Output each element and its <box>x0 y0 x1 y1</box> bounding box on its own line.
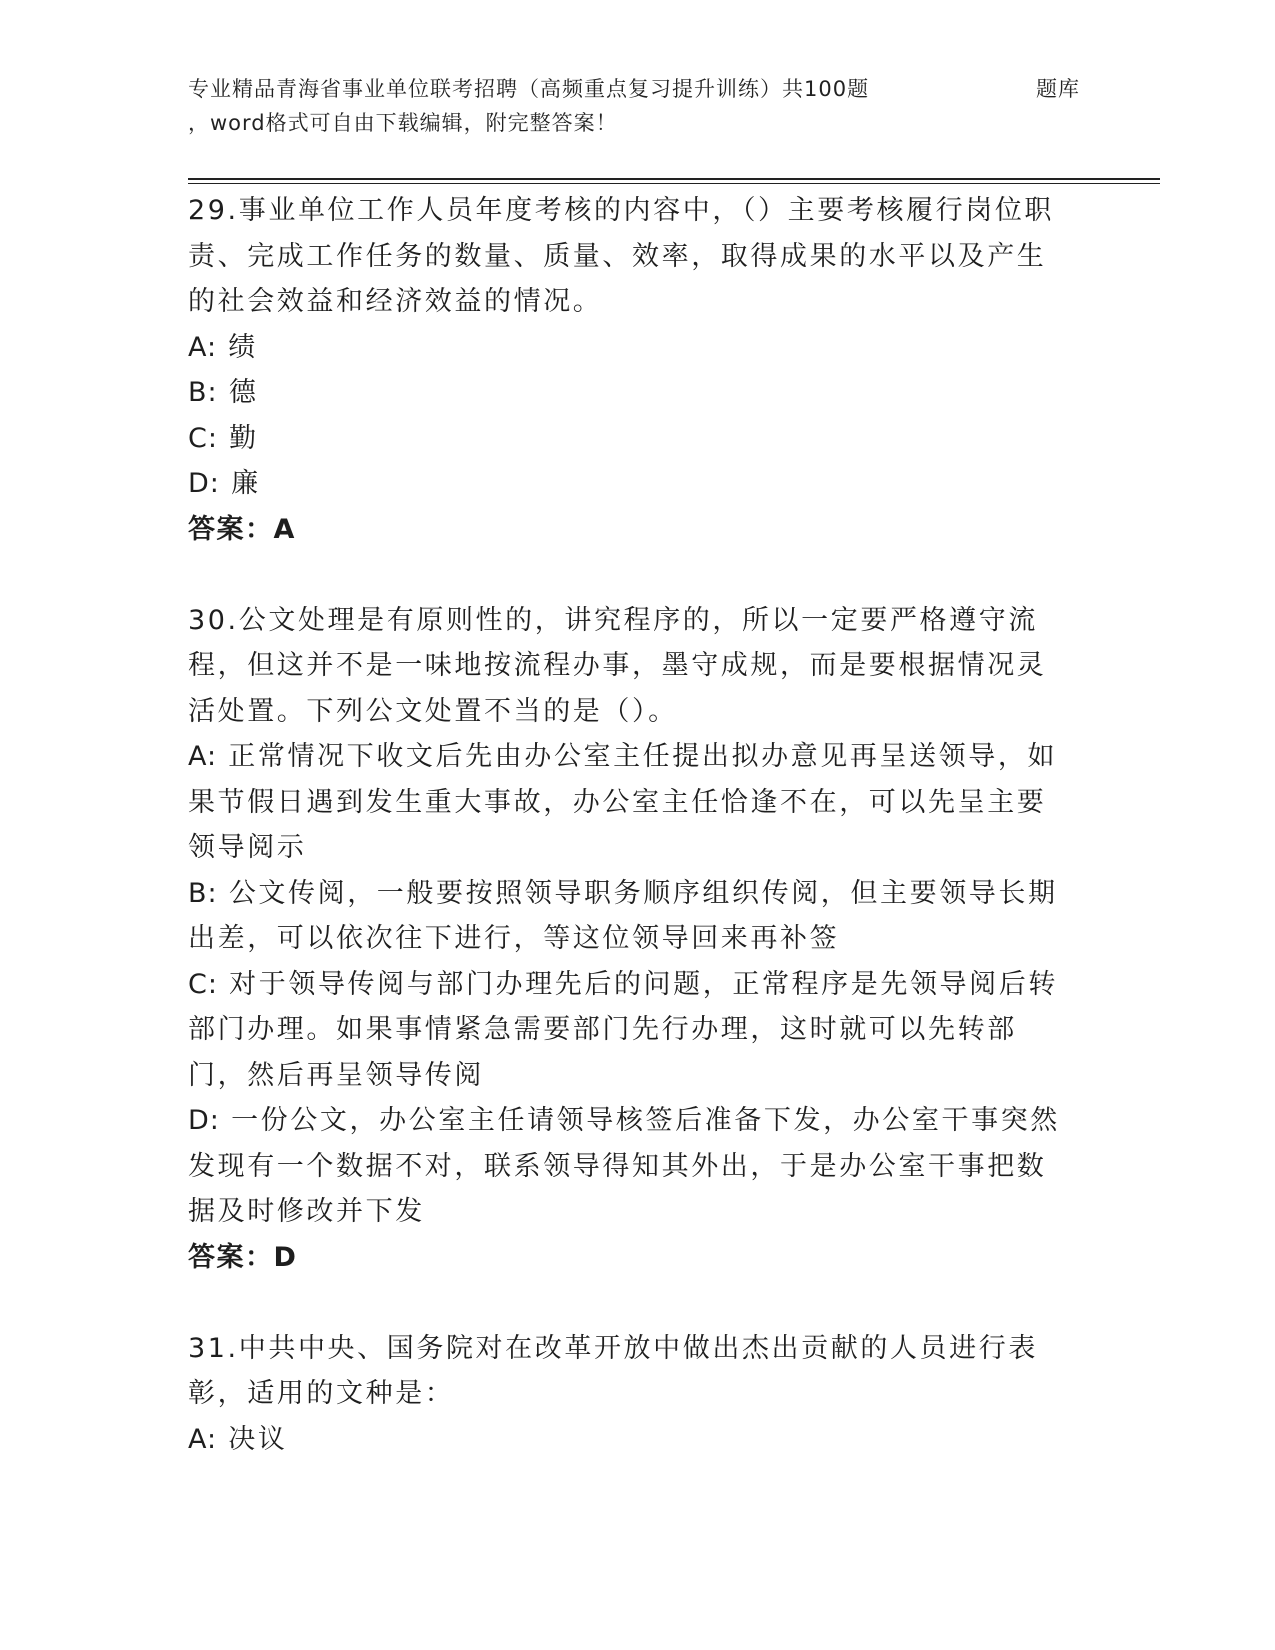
option-label: B: <box>188 877 218 909</box>
option-d <box>188 1098 1068 1235</box>
option-c <box>188 962 1068 1099</box>
answer-line: 答案：D <box>188 1241 298 1273</box>
option-b <box>188 871 1068 962</box>
question-31 <box>188 1326 1068 1463</box>
option-text: 正常情况下收文后先由办公室主任提出拟办意见再呈送领导，如果节假日遇到发生重大事故，办公室主任恰逢不在，可以先呈主要领导阅示 <box>188 741 1058 863</box>
question-stem: 31.中共中央、国务院对在改革开放中做出杰出贡献的人员进行表彰，适用的文种是： <box>188 1332 1038 1409</box>
header-line-2: ，word格式可自由下载编辑，附完整答案！ <box>188 111 618 135</box>
question-list <box>188 188 1068 1462</box>
option-label: A: <box>188 741 218 772</box>
option-label: A: <box>188 1423 218 1455</box>
spacer <box>188 552 1068 598</box>
option-text: 对于领导传阅与部门办理先后的问题，正常程序是先领导阅后转部门办理。如果事情紧急需要部门先行办理，这时就可以先转部门，然后再呈领导传阅 <box>188 968 1058 1091</box>
option-text: 德 <box>228 377 259 408</box>
option-text: 廉 <box>231 468 261 499</box>
option-label: C: <box>188 968 218 1000</box>
option-text: 公文传阅，一般要按照领导职务顺序组织传阅，但主要领导长期出差，可以依次往下进行，等这位领导回来再补签 <box>188 877 1058 954</box>
header-divider-thick <box>188 178 1160 180</box>
header-right-label: 题库 <box>1036 77 1080 101</box>
question-29 <box>188 188 1068 552</box>
header-line-1 <box>188 72 1160 106</box>
page-header <box>188 72 1160 140</box>
header-divider-thin <box>188 183 1160 184</box>
option-text: 勤 <box>229 422 259 454</box>
option-text: 绩 <box>228 331 258 363</box>
option-label: C: <box>188 422 218 454</box>
option-label: D: <box>188 1105 220 1136</box>
option-label: B: <box>188 377 218 408</box>
option-a <box>188 734 1068 871</box>
option-c <box>188 416 1068 462</box>
option-a <box>188 1417 1068 1463</box>
option-b <box>188 370 1068 416</box>
answer-line: 答案：A <box>188 513 296 545</box>
spacer <box>188 1280 1068 1326</box>
question-stem: 30.公文处理是有原则性的，讲究程序的，所以一定要严格遵守流程，但这并不是一味地按流程办事，墨守成规，而是要根据情况灵活处置。下列公文处置不当的是（）。 <box>188 604 1047 727</box>
option-a <box>188 325 1068 371</box>
option-text: 决议 <box>228 1423 288 1455</box>
option-label: A: <box>188 331 218 363</box>
question-stem: 29.事业单位工作人员年度考核的内容中，（）主要考核履行岗位职责、完成工作任务的数量、质量、效率，取得成果的水平以及产生的社会效益和经济效益的情况。 <box>188 195 1055 317</box>
question-30 <box>188 598 1068 1281</box>
option-text: 一份公文，办公室主任请领导核签后准备下发，办公室干事突然发现有一个数据不对，联系领导得知其外出，于是办公室干事把数据及时修改并下发 <box>188 1105 1060 1227</box>
option-label: D: <box>188 468 220 499</box>
option-d <box>188 461 1068 507</box>
header-title: 专业精品青海省事业单位联考招聘（高频重点复习提升训练）共100题 <box>188 77 870 101</box>
